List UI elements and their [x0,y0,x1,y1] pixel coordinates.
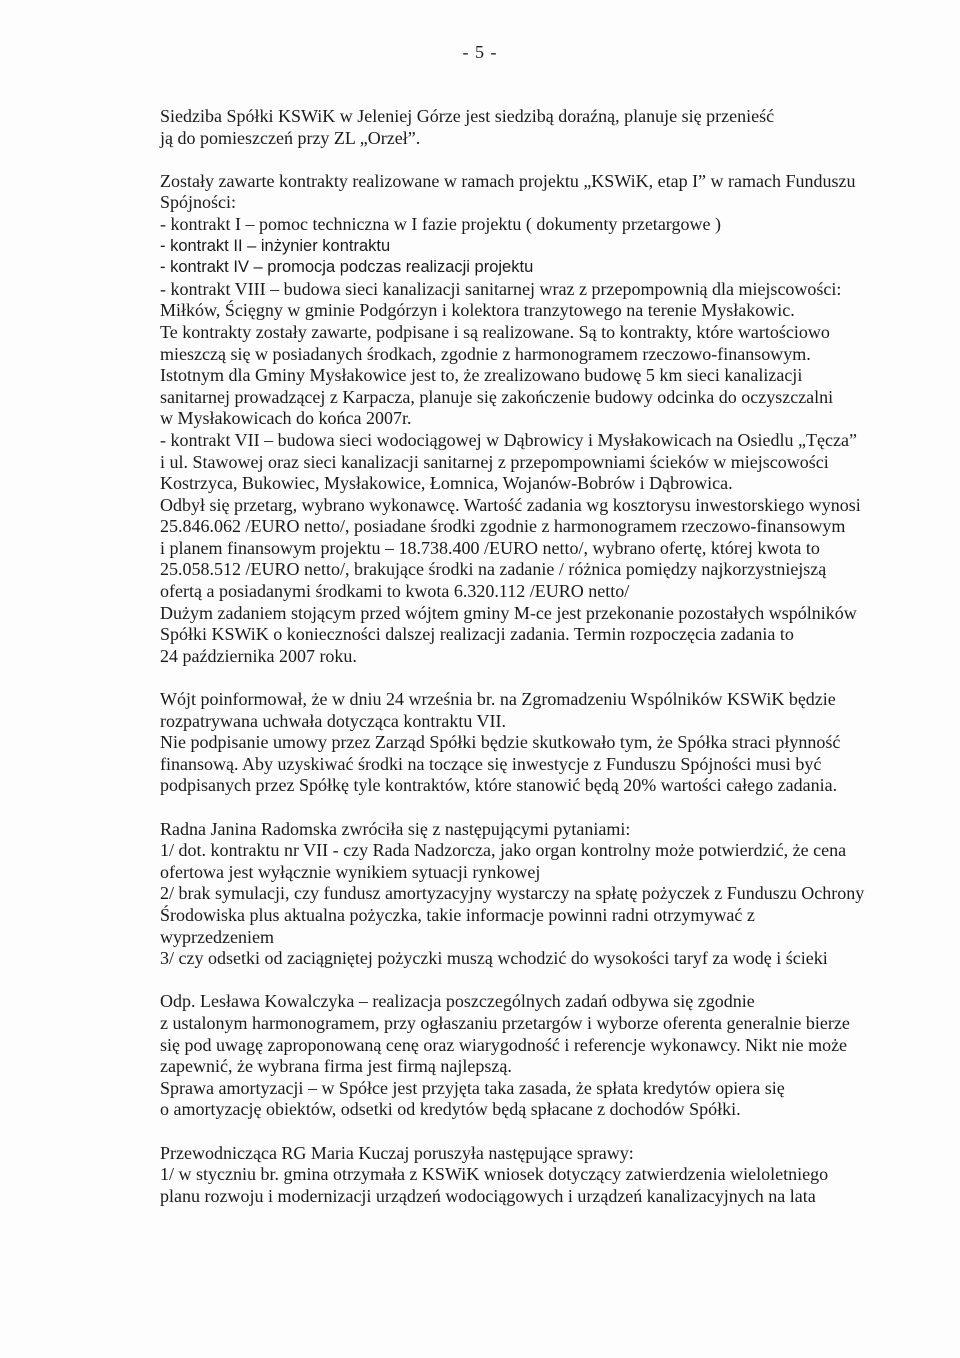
text-line: o amortyzację obiektów, odsetki od kredytów będą spłacane z dochodów Spółki. [160,1099,741,1120]
text-line: wyprzedzeniem [160,926,274,947]
text-line: w Mysłakowicach do końca 2007r. [160,408,412,429]
paragraph [160,106,920,149]
page-number: - 5 - [462,42,498,62]
text-line: Spółki KSWiK o konieczności dalszej realizacji zadania. Termin rozpoczęcia zadania to [160,624,794,645]
text-line: - kontrakt I – pomoc techniczna w I fazie projektu ( dokumenty przetargowe ) [160,213,721,234]
text-line: Siedziba Spółki KSWiK w Jeleniej Górze jest siedzibą doraźną, planuje się przenieść [160,106,775,126]
text-line: 1/ dot. kontraktu nr VII - czy Rada Nadzorcza, jako organ kontrolny może potwierdzić, że cena [160,840,847,861]
text-line: Te kontrakty zostały zawarte, podpisane i są realizowane. Są to kontrakty, które wartościowo [160,321,830,342]
text-line: Miłków, Ścięgny w gminie Podgórzyn i kolektora tranzytowego na terenie Mysłakowic. [160,300,795,321]
paragraph [160,819,920,970]
text-line: Przewodnicząca RG Maria Kuczaj poruszyła następujące sprawy: [160,1142,634,1163]
text-line: zapewnić, że wybrana firma jest firmą najlepszą. [160,1056,512,1077]
text-line: Odp. Lesława Kowalczyka – realizacja poszczególnych zadań odbywa się zgodnie [160,991,755,1012]
paragraph [160,689,920,797]
text-line: Radna Janina Radomska zwróciła się z następującymi pytaniami: [160,818,631,839]
text-line: finansową. Aby uzyskiwać środki na toczące się inwestycje z Funduszu Spójności musi być [160,753,822,774]
text-line: - kontrakt VII – budowa sieci wodociągowej w Dąbrowicy i Mysłakowicach na Osiedlu „Tęcza” [160,429,857,450]
text-line: Spójności: [160,192,237,213]
text-line: 25.058.512 /EURO netto/, brakujące środki na zadanie / różnica pomiędzy najkorzystniejszą [160,559,827,580]
text-line: - kontrakt VIII – budowa sieci kanalizacji sanitarnej wraz z przepompownią dla miejscowości: [160,278,842,299]
text-line: Wójt poinformował, że w dniu 24 września br. na Zgromadzeniu Wspólników KSWiK będzie [160,689,836,710]
text-line: - kontrakt IV – promocja podczas realizacji projektu [160,258,534,277]
paragraph [160,171,920,668]
text-line: ją do pomieszczeń przy ZL „Orzeł”. [160,127,421,148]
text-line: z ustalonym harmonogramem, przy ogłaszaniu przetargów i wyborze oferenta generalnie bierze [160,1012,850,1033]
text-line: się pod uwagę zaproponowaną cenę oraz wiarygodność i referencje wykonawcy. Nikt nie może [160,1034,848,1055]
text-line: ofertowa jest wyłącznie wynikiem sytuacji rynkowej [160,861,541,882]
text-line: mieszczą się w posiadanych środkach, zgodnie z harmonogramem rzeczowo-finansowym. [160,343,811,364]
text-line: podpisanych przez Spółkę tyle kontraktów, które stanowić będą 20% wartości całego zadania. [160,775,838,796]
text-line: rozpatrywana uchwała dotycząca kontraktu VII. [160,710,507,731]
text-line: 25.846.062 /EURO netto/, posiadane środki zgodnie z harmonogramem rzeczowo-finansowym [160,516,846,537]
text-line: ofertą a posiadanymi środkami to kwota 6.320.112 /EURO netto/ [160,581,630,602]
text-line: - kontrakt II – inżynier kontraktu [160,236,391,255]
text-line: Kostrzyca, Bukowiec, Mysłakowice, Łomnica, Wojanów-Bobrów i Dąbrowica. [160,473,733,494]
paragraph [160,1143,920,1208]
text-line: Dużym zadaniem stojącym przed wójtem gminy M-ce jest przekonanie pozostałych wspólników [160,602,857,623]
text-line: sanitarnej prowadzącej z Karpacza, planuje się zakończenie budowy odcinka do oczyszczalni [160,386,834,407]
text-line: Odbył się przetarg, wybrano wykonawcę. Wartość zadania wg kosztorysu inwestorskiego wynosi [160,494,861,515]
text-line: 24 października 2007 roku. [160,645,357,666]
text-line: planu rozwoju i modernizacji urządzeń wodociągowych i urządzeń kanalizacyjnych na lata [160,1185,816,1206]
paragraph [160,991,920,1121]
text-line: Środowiska plus aktualna pożyczka, takie informacje powinni radni otrzymywać z [160,904,755,925]
text-line: 2/ brak symulacji, czy fundusz amortyzacyjny wystarczy na spłatę pożyczek z Funduszu Ochrony [160,883,865,904]
text-line: Sprawa amortyzacji – w Spółce jest przyjęta taka zasada, że spłata kredytów opiera się [160,1077,785,1098]
text-line: i ul. Stawowej oraz sieci kanalizacji sanitarnej z przepompowniami ścieków w miejscowości [160,451,829,472]
text-line: i planem finansowym projektu – 18.738.400 /EURO netto/, wybrano ofertę, której kwota to [160,537,820,558]
text-line: 1/ w styczniu br. gmina otrzymała z KSWiK wniosek dotyczący zatwierdzenia wieloletniego [160,1164,829,1185]
document-body [160,106,920,1229]
text-line: Istotnym dla Gminy Mysłakowice jest to, że zrealizowano budowę 5 km sieci kanalizacji [160,365,803,386]
text-line: 3/ czy odsetki od zaciągniętej pożyczki muszą wchodzić do wysokości taryf za wodę i ścieki [160,948,828,969]
text-line: Nie podpisanie umowy przez Zarząd Spółki będzie skutkowało tym, że Spółka straci płynność [160,732,841,753]
text-line: Zostały zawarte kontrakty realizowane w ramach projektu „KSWiK, etap I” w ramach Funduszu [160,170,856,191]
